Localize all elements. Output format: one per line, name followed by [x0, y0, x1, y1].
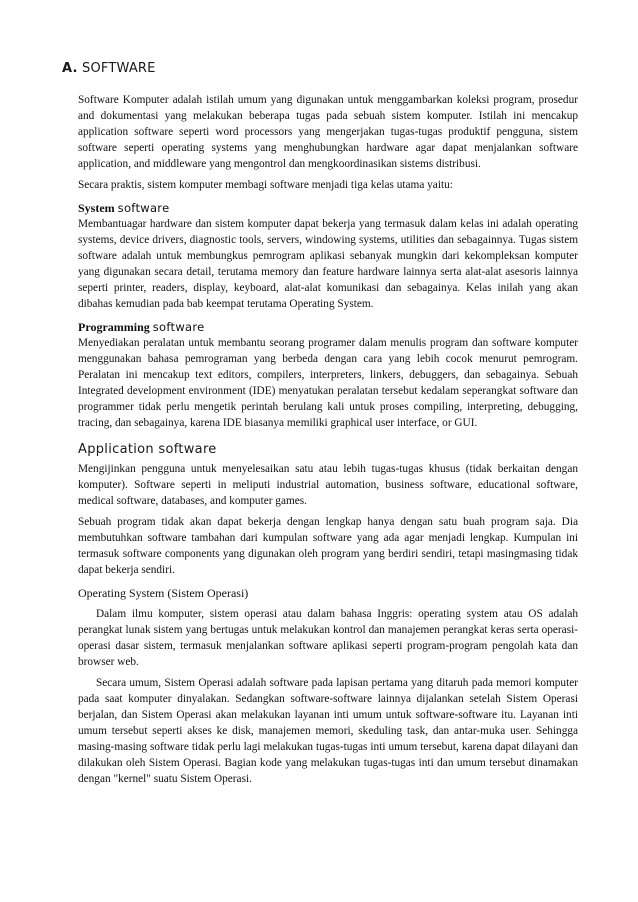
operating-system-paragraph-2: Secara umum, Sistem Operasi adalah software pada lapisan pertama yang ditaruh pada memori komputer pada saat komputer dinyalakan. Sedangkan software-software lainnya dijalankan setelah Sistem Operasi berjalan, dan Sistem Operasi akan melakukan layanan inti umum untuk software-software itu. Layanan inti umum tersebut seperti akses ke disk, manajemen memori, skeduling task, dan antar-muka user. Sehingga masing-masing software tidak perlu lagi melakukan tugas-tugas inti umum tersebut, karena dapat dilayani dan dilakukan oleh Sistem Operasi. Bagian kode yang melakukan tugas-tugas inti dan umum tersebut dinamakan dengan "kernel" suatu Sistem Operasi.	[78, 677, 578, 785]
document-body	[78, 92, 578, 787]
application-software-heading: Application software	[78, 442, 217, 457]
operating-system-heading: Operating System (Sistem Operasi)	[78, 586, 249, 600]
application-software-paragraph: Mengijinkan pengguna untuk menyelesaikan satu atau lebih tugas-tugas khusus (tidak berkaitan dengan komputer). Software seperti in meliputi industrial automation, business software, educational software, medical software, databases, and komputer games.	[78, 463, 578, 507]
system-software-heading-bold: System	[78, 201, 115, 215]
intro-paragraph: Software Komputer adalah istilah umum yang digunakan untuk menggambarkan koleksi program, prosedur and dokumentasi yang melakukan beberapa tugas pada sebuah sistem komputer. Istilah ini mencakup application software seperti word processors yang mengerjakan tugas-tugas produktif pengguna, sistem software seperti operating systems yang menghubungkan hardware agar dapat menjalankan software application, and middleware yang mengontrol dan mengkoordinasikan sistems distribusi.	[78, 94, 578, 170]
section-title: SOFTWARE	[82, 61, 156, 76]
operating-system-paragraph: Dalam ilmu komputer, sistem operasi atau dalam bahasa Inggris: operating system atau OS adalah perangkat lunak sistem yang bertugas untuk melakukan kontrol dan manajemen perangkat keras serta operasi-operasi dasar sistem, termasuk menjalankan software aplikasi seperti program-program pengolah kata dan browser web.	[78, 608, 578, 668]
programming-software-heading-bold: Programming	[78, 320, 150, 334]
application-software-paragraph-2: Sebuah program tidak akan dapat bekerja dengan lengkap hanya dengan satu buah program saja. Dia membutuhkan software tambahan dari kumpulan software yang ada agar menjadi lengkap. Kumpulan ini termasuk software components yang digunakan oleh program yang berdiri sendiri, tetapi masingmasing tidak dapat bekerja sendiri.	[78, 516, 578, 576]
intro-classes-paragraph: Secara praktis, sistem komputer membagi software menjadi tiga kelas utama yaitu:	[78, 179, 453, 191]
programming-software-heading-light: software	[152, 320, 205, 334]
programming-software-heading	[78, 319, 578, 335]
system-software-heading	[78, 200, 578, 216]
system-software-heading-light: software	[117, 201, 170, 215]
section-heading	[62, 61, 156, 76]
system-software-paragraph: Membantuagar hardware dan sistem komputer dapat bekerja yang termasuk dalam kelas ini adalah operating systems, device drivers, diagnostic tools, servers, windowing systems, utilities dan sebagainnya. Tugas sistem software adalah untuk membungkus pemrogram aplikasi sebanyak mungkin dari kekompleksan komputer yang digunakan secara detail, terutama memory dan feature hardware lainnya serta alat-alat asesoris lainnya seperti printer, readers, display, keyboard, alat-alat komunikasi dan sebagainya. Kelas inilah yang akan dibahas kemudian pada bab keempat terutama Operating System.	[78, 218, 578, 310]
section-letter: A.	[62, 61, 78, 76]
programming-software-paragraph: Menyediakan peralatan untuk membantu seorang programer dalam menulis program dan software komputer menggunakan bahasa pemrograman yang berbeda dengan cara yang lebih cocok menurut pemrogram. Peralatan ini mencakup text editors, compilers, interpreters, linkers, debuggers, dan sebagainya. Sebuah Integrated development environment (IDE) menyatukan peralatan tersebut kedalam seperangkat software dan programmer tidak perlu mengetik perintah berulang kali untuk proses compiling, interpreting, debugging, tracing, dan sebagainya, karena IDE biasanya memiliki graphical user interface, or GUI.	[78, 337, 578, 429]
